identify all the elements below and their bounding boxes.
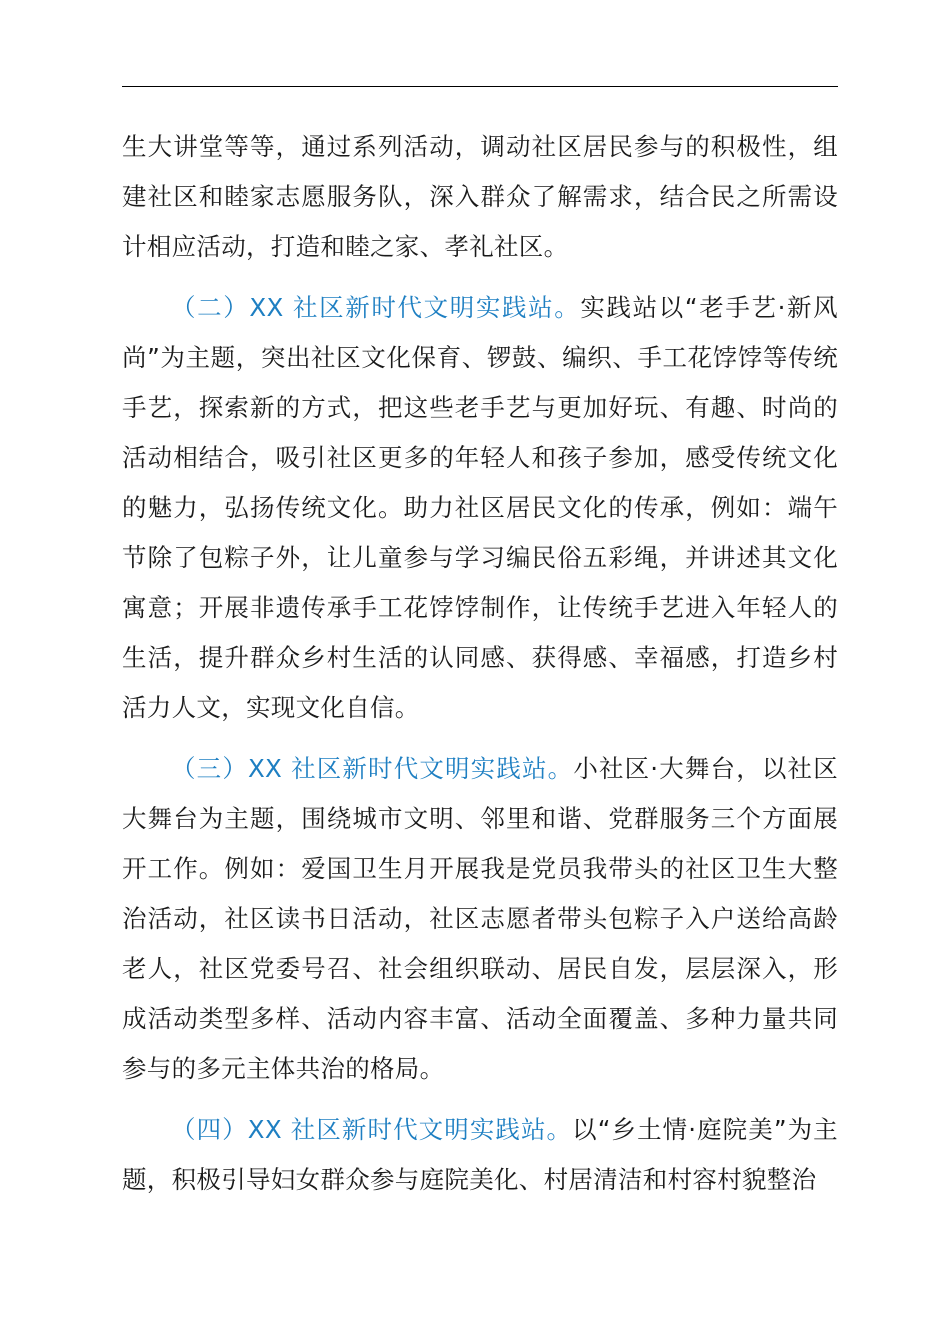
section-heading: （三）XX 社区新时代文明实践站。 [171,754,574,783]
header-rule [122,86,838,87]
paragraph-section-3 [122,744,838,1094]
paragraph-text: 小社区·大舞台，以社区大舞台为主题，围绕城市文明、邻里和谐、党群服务三个方面展开工作。例如：爱国卫生月开展我是党员我带头的社区卫生大整治活动，社区读书日活动，社区志愿者带头包粽子入户送给高龄老人，社区党委号召、社会组织联动、居民自发，层层深入，形成活动类型多样、活动内容丰富、活动全面覆盖、多种力量共同参与的多元主体共治的格局。 [122,754,838,1083]
paragraph-section-2 [122,283,838,733]
section-heading: （二）XX 社区新时代文明实践站。 [171,293,581,322]
section-heading: （四）XX 社区新时代文明实践站。 [171,1115,573,1144]
paragraph-text: 以“乡土情·庭院美”为主题，积极引导妇女群众参与庭院美化、村居清洁和村容村貌整治 [122,1115,838,1194]
document-body [122,122,838,1216]
paragraph-text: 实践站以“老手艺·新风尚”为主题，突出社区文化保育、锣鼓、编织、手工花饽饽等传统手艺，探索新的方式，把这些老手艺与更加好玩、有趣、时尚的活动相结合，吸引社区更多的年轻人和孩子参加，感受传统文化的魅力，弘扬传统文化。助力社区居民文化的传承，例如：端午节除了包粽子外，让儿童参与学习编民俗五彩绳，并讲述其文化寓意；开展非遗传承手工花饽饽制作，让传统手艺进入年轻人的生活，提升群众乡村生活的认同感、获得感、幸福感，打造乡村活力人文，实现文化自信。 [122,293,838,722]
paragraph-continuation [122,122,838,272]
paragraph-text: 生大讲堂等等，通过系列活动，调动社区居民参与的积极性，组建社区和睦家志愿服务队，深入群众了解需求，结合民之所需设计相应活动，打造和睦之家、孝礼社区。 [122,132,838,261]
paragraph-section-4 [122,1105,838,1205]
